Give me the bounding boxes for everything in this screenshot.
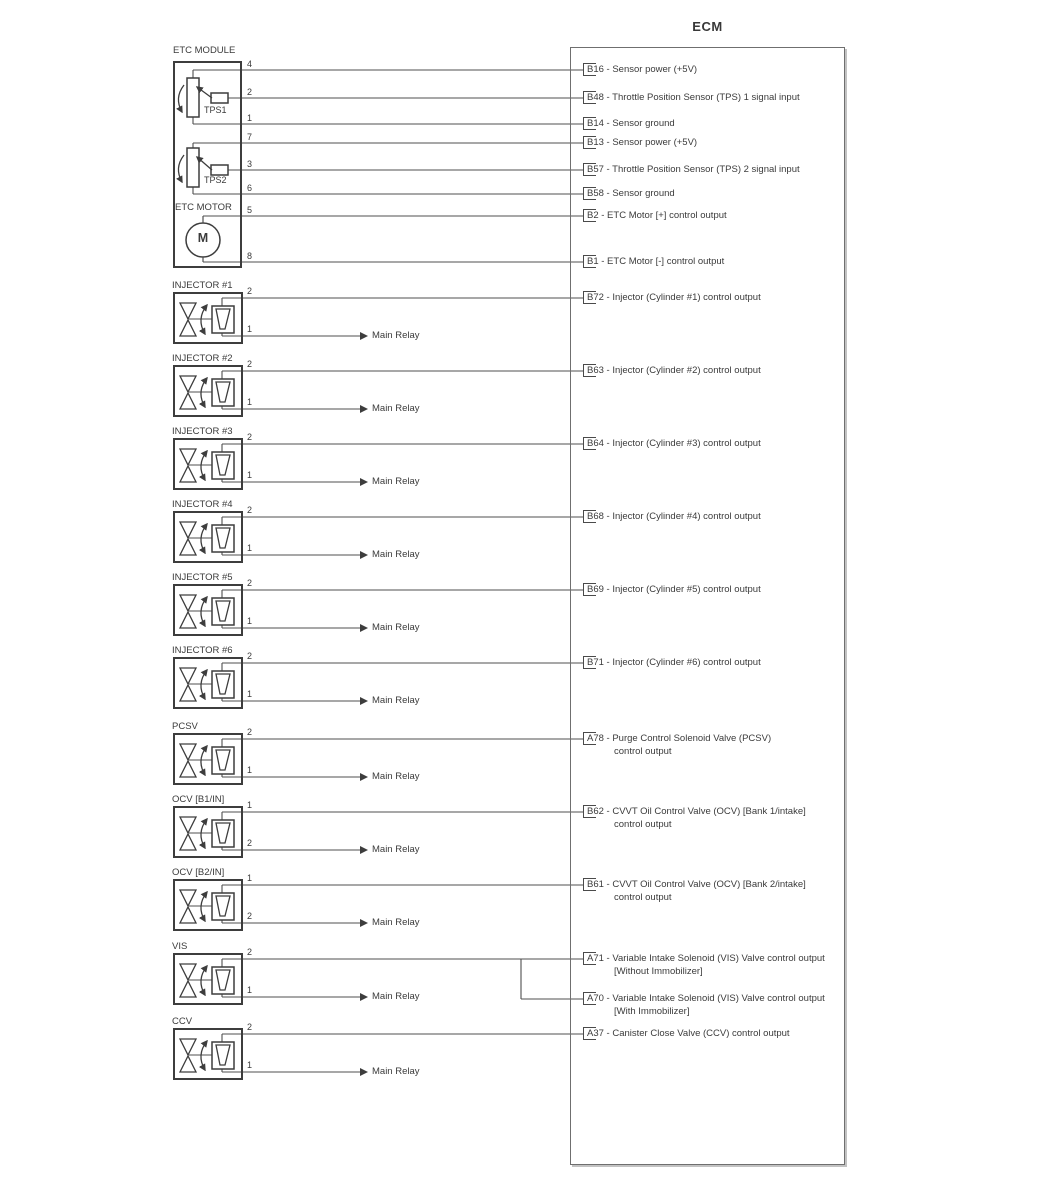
pin-number-top-ocv-b1-in: 1 — [247, 800, 253, 810]
pin-number-bottom-ocv-b2-in: 2 — [247, 911, 253, 921]
ecm-pin-label-b58: B58 - Sensor ground — [587, 188, 675, 199]
ecm-pin-label-b13: B13 - Sensor power (+5V) — [587, 137, 698, 148]
tps2-label: TPS2 — [204, 175, 227, 185]
pin-number-bottom-injector-4: 1 — [247, 543, 253, 553]
main-relay-label-injector-2: Main Relay — [372, 403, 420, 414]
ecm-pin-label-b71: B71 - Injector (Cylinder #6) control output — [587, 657, 761, 668]
ecm-pin-label-b61: B61 - CVVT Oil Control Valve (OCV) [Bank 2/intake] — [587, 879, 806, 890]
ecm-pin-label-b1: B1 - ETC Motor [-] control output — [587, 256, 725, 267]
component-label-ccv: CCV — [172, 1016, 193, 1027]
pin-number-top-injector-6: 2 — [247, 651, 253, 661]
pin-number-bottom-vis: 1 — [247, 985, 253, 995]
pin-number-top-injector-3: 2 — [247, 432, 253, 442]
etc-motor-label: ETC MOTOR — [175, 202, 232, 213]
pin-number-top-injector-1: 2 — [247, 286, 253, 296]
pin-number-bottom-injector-5: 1 — [247, 616, 253, 626]
pin-number-bottom-ocv-b1-in: 2 — [247, 838, 253, 848]
component-label-vis: VIS — [172, 941, 188, 952]
ecm-pin-label-b72: B72 - Injector (Cylinder #1) control output — [587, 292, 761, 303]
component-box-ccv — [173, 1028, 243, 1080]
etc-pin-number: 8 — [247, 251, 253, 261]
main-relay-label-injector-3: Main Relay — [372, 476, 420, 487]
ecm-pin-label-b14: B14 - Sensor ground — [587, 118, 675, 129]
pin-number-top-injector-4: 2 — [247, 505, 253, 515]
etc-pin-number: 2 — [247, 87, 253, 97]
main-relay-arrow-icon — [360, 332, 368, 340]
pin-number-top-injector-5: 2 — [247, 578, 253, 588]
main-relay-arrow-icon — [360, 551, 368, 559]
main-relay-arrow-icon — [360, 919, 368, 927]
component-label-ocv-b2-in: OCV [B2/IN] — [172, 867, 225, 878]
main-relay-label-ocv-b1-in: Main Relay — [372, 844, 420, 855]
pin-number-top-pcsv: 2 — [247, 727, 253, 737]
ecm-pin-label-a70: A70 - Variable Intake Solenoid (VIS) Valve control output — [587, 993, 825, 1004]
component-box-injector-2 — [173, 365, 243, 417]
main-relay-label-ccv: Main Relay — [372, 1066, 420, 1077]
ecm-pin-label-b64: B64 - Injector (Cylinder #3) control output — [587, 438, 761, 449]
component-label-injector-4: INJECTOR #4 — [172, 499, 233, 510]
main-relay-label-injector-5: Main Relay — [372, 622, 420, 633]
component-box-injector-4 — [173, 511, 243, 563]
ecm-pin-label-b63: B63 - Injector (Cylinder #2) control output — [587, 365, 761, 376]
component-box-vis — [173, 953, 243, 1005]
pin-number-top-vis: 2 — [247, 947, 253, 957]
component-label-injector-5: INJECTOR #5 — [172, 572, 233, 583]
component-label-injector-6: INJECTOR #6 — [172, 645, 233, 656]
main-relay-label-vis: Main Relay — [372, 991, 420, 1002]
component-box-injector-5 — [173, 584, 243, 636]
ecm-pin-label-a37: A37 - Canister Close Valve (CCV) control output — [587, 1028, 790, 1039]
main-relay-arrow-icon — [360, 405, 368, 413]
etc-pin-number: 3 — [247, 159, 253, 169]
main-relay-arrow-icon — [360, 624, 368, 632]
pin-number-top-ocv-b2-in: 1 — [247, 873, 253, 883]
main-relay-label-pcsv: Main Relay — [372, 771, 420, 782]
pin-number-bottom-ccv: 1 — [247, 1060, 253, 1070]
ecm-pin-label2-a71: [Without Immobilizer] — [614, 966, 703, 977]
ecm-pin-label-a78: A78 - Purge Control Solenoid Valve (PCSV) — [587, 733, 772, 744]
ecm-title: ECM — [692, 19, 723, 34]
ecm-pin-label-b68: B68 - Injector (Cylinder #4) control output — [587, 511, 761, 522]
component-box-pcsv — [173, 733, 243, 785]
ecm-pin-label-b62: B62 - CVVT Oil Control Valve (OCV) [Bank 1/intake] — [587, 806, 806, 817]
main-relay-arrow-icon — [360, 697, 368, 705]
ecm-pin-label2-b61: control output — [614, 892, 672, 903]
main-relay-arrow-icon — [360, 846, 368, 854]
etc-module-label: ETC MODULE — [173, 45, 236, 56]
main-relay-arrow-icon — [360, 773, 368, 781]
pin-number-top-injector-2: 2 — [247, 359, 253, 369]
pin-number-bottom-injector-2: 1 — [247, 397, 253, 407]
ecm-pin-label2-b62: control output — [614, 819, 672, 830]
component-label-ocv-b1-in: OCV [B1/IN] — [172, 794, 225, 805]
ecm-pin-label-b16: B16 - Sensor power (+5V) — [587, 64, 698, 75]
component-label-injector-3: INJECTOR #3 — [172, 426, 233, 437]
main-relay-arrow-icon — [360, 1068, 368, 1076]
component-label-pcsv: PCSV — [172, 721, 198, 732]
ecm-pin-label-a71: A71 - Variable Intake Solenoid (VIS) Valve control output — [587, 953, 825, 964]
component-box-injector-1 — [173, 292, 243, 344]
pin-number-top-ccv: 2 — [247, 1022, 253, 1032]
component-box-injector-6 — [173, 657, 243, 709]
etc-pin-number: 5 — [247, 205, 253, 215]
ecm-pin-label2-a70: [With Immobilizer] — [614, 1006, 690, 1017]
pin-number-bottom-injector-6: 1 — [247, 689, 253, 699]
main-relay-label-injector-1: Main Relay — [372, 330, 420, 341]
main-relay-label-ocv-b2-in: Main Relay — [372, 917, 420, 928]
component-box-injector-3 — [173, 438, 243, 490]
pin-number-bottom-injector-1: 1 — [247, 324, 253, 334]
ecm-pin-label-b57: B57 - Throttle Position Sensor (TPS) 2 signal input — [587, 164, 800, 175]
component-box-ocv-b2-in — [173, 879, 243, 931]
component-label-injector-1: INJECTOR #1 — [172, 280, 233, 291]
ecm-pin-label2-a78: control output — [614, 746, 672, 757]
ecm-pin-label-b2: B2 - ETC Motor [+] control output — [587, 210, 727, 221]
etc-pin-number: 6 — [247, 183, 253, 193]
main-relay-arrow-icon — [360, 993, 368, 1001]
pin-number-bottom-injector-3: 1 — [247, 470, 253, 480]
tps1-label: TPS1 — [204, 105, 227, 115]
ecm-pin-label-b48: B48 - Throttle Position Sensor (TPS) 1 signal input — [587, 92, 800, 103]
component-box-ocv-b1-in — [173, 806, 243, 858]
main-relay-label-injector-6: Main Relay — [372, 695, 420, 706]
etc-pin-number: 4 — [247, 59, 253, 69]
etc-pin-number: 7 — [247, 132, 253, 142]
component-label-injector-2: INJECTOR #2 — [172, 353, 233, 364]
pin-number-bottom-pcsv: 1 — [247, 765, 253, 775]
main-relay-arrow-icon — [360, 478, 368, 486]
etc-pin-number: 1 — [247, 113, 253, 123]
ecm-pin-label-b69: B69 - Injector (Cylinder #5) control output — [587, 584, 761, 595]
motor-symbol-label: M — [197, 231, 209, 245]
main-relay-label-injector-4: Main Relay — [372, 549, 420, 560]
